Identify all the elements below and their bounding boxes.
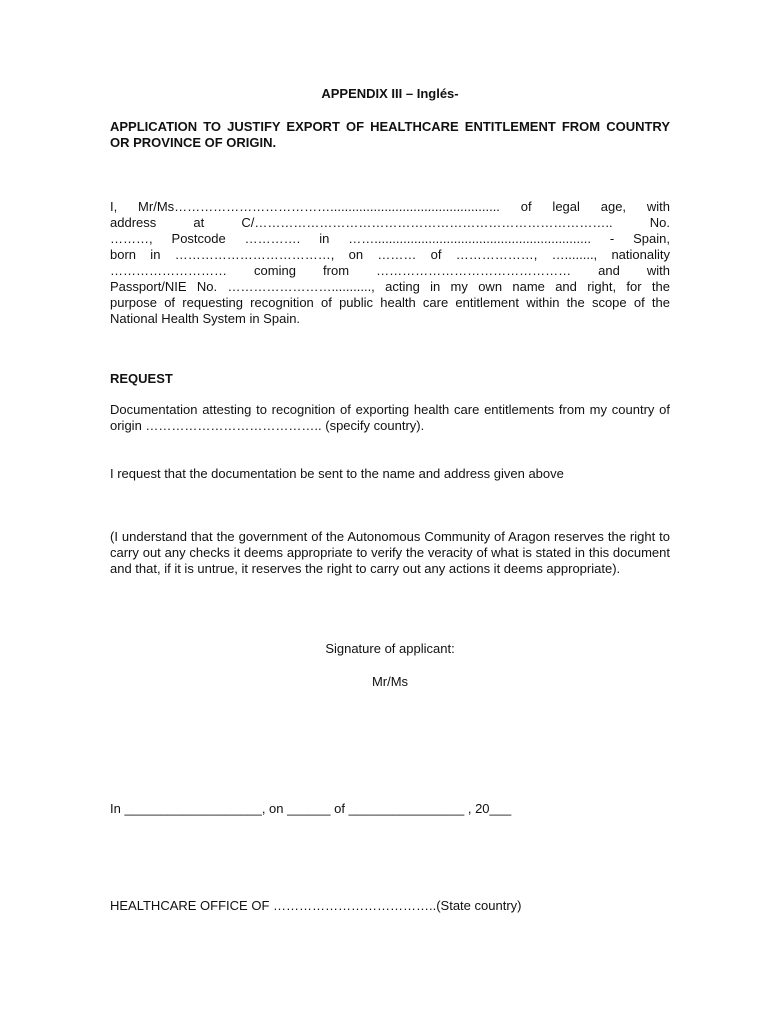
signature-label: Signature of applicant:	[325, 641, 455, 656]
disclaimer-text: (I understand that the government of the Autonomous Community of Aragon reserves the right to carry out any checks it deems appropriate to verify the veracity of what is stated in this document and that, if it is untrue, it reserves the right to carry out any actions it deems appropriate).	[110, 529, 670, 576]
applicant-line: purpose of requesting recognition of public health care entitlement within the scope of the	[110, 295, 670, 310]
applicant-line: address at C/……………………………………………………………………….. No.	[110, 215, 670, 230]
applicant-line: I, Mr/Ms………………………………............................................... of legal age, with	[110, 199, 670, 214]
place-date-line: In ___________________, on ______ of ________________ , 20___	[110, 801, 512, 816]
documentation-text: Documentation attesting to recognition of exporting health care entitlements from my country of origin ………………………………….. (specify country).	[110, 402, 670, 433]
appendix-title: APPENDIX III – Inglés-	[321, 86, 459, 101]
signature-title: Mr/Ms	[371, 674, 409, 689]
applicant-paragraph	[110, 199, 670, 327]
healthcare-office-line: HEALTHCARE OFFICE OF ………………………………..(State country)	[110, 898, 522, 913]
applicant-line: Passport/NIE No. ……………………..........., acting in my own name and right, for the	[110, 279, 670, 294]
applicant-line: born in ………………………………, on ……… of ………………, …........, nationality	[110, 247, 670, 262]
application-title: APPLICATION TO JUSTIFY EXPORT OF HEALTHCARE ENTITLEMENT FROM COUNTRY OR PROVINCE OF ORIGIN.	[110, 119, 670, 150]
applicant-line: ……………………… coming from ……………………………………… and with	[110, 263, 670, 278]
applicant-line: ………, Postcode …………. in ……............................................................ - Spain,	[110, 231, 670, 246]
request-heading: REQUEST	[110, 371, 173, 386]
applicant-line: National Health System in Spain.	[110, 311, 301, 326]
send-request-text: I request that the documentation be sent to the name and address given above	[110, 466, 564, 481]
